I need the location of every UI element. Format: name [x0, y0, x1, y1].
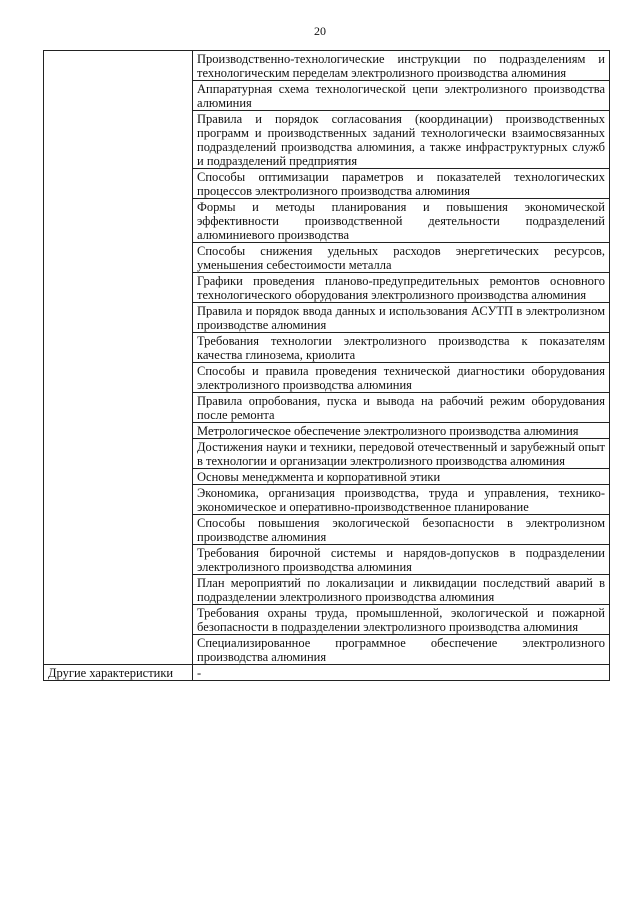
other-characteristics-label: Другие характеристики: [44, 665, 193, 681]
other-characteristics-value: -: [193, 665, 610, 681]
knowledge-item: Способы оптимизации параметров и показателей технологических процессов электролизного производства алюминия: [193, 169, 610, 199]
knowledge-item: Метрологическое обеспечение электролизного производства алюминия: [193, 423, 610, 439]
table-row: [44, 665, 610, 681]
knowledge-item: Правила и порядок ввода данных и использования АСУТП в электролизном производстве алюминия: [193, 303, 610, 333]
knowledge-item: Основы менеджмента и корпоративной этики: [193, 469, 610, 485]
knowledge-item: Экономика, организация производства, труда и управления, технико-экономическое и оперативно-производственное планирование: [193, 485, 610, 515]
knowledge-item: Правила и порядок согласования (координации) производственных программ и производственных заданий технологически взаимосвязанных подразделений производства алюминия, а также инфраструктурных служб и подразделений предприятия: [193, 111, 610, 169]
category-cell: [44, 51, 193, 665]
knowledge-item: Формы и методы планирования и повышения экономической эффективности производственной деятельности подразделений алюминиевого производства: [193, 199, 610, 243]
knowledge-item: Способы и правила проведения технической диагностики оборудования электролизного производства алюминия: [193, 363, 610, 393]
knowledge-item: Производственно-технологические инструкции по подразделениям и технологическим переделам электролизного производства алюминия: [193, 51, 610, 81]
knowledge-item: Достижения науки и техники, передовой отечественный и зарубежный опыт в технологии и организации электролизного производства алюминия: [193, 439, 610, 469]
knowledge-item: План мероприятий по локализации и ликвидации последствий аварий в подразделении электролизного производства алюминия: [193, 575, 610, 605]
knowledge-item: Требования технологии электролизного производства к показателям качества глинозема, криолита: [193, 333, 610, 363]
knowledge-table: [43, 50, 610, 681]
table-row: [44, 51, 610, 81]
knowledge-item: Способы повышения экологической безопасности в электролизном производстве алюминия: [193, 515, 610, 545]
knowledge-item: Графики проведения планово-предупредительных ремонтов основного технологического оборудования электролизного производства алюминия: [193, 273, 610, 303]
knowledge-item: Аппаратурная схема технологической цепи электролизного производства алюминия: [193, 81, 610, 111]
page-number: 20: [314, 24, 326, 38]
knowledge-item: Способы снижения удельных расходов энергетических ресурсов, уменьшения себестоимости металла: [193, 243, 610, 273]
knowledge-item: Правила опробования, пуска и вывода на рабочий режим оборудования после ремонта: [193, 393, 610, 423]
knowledge-item: Специализированное программное обеспечение электролизного производства алюминия: [193, 635, 610, 665]
knowledge-item: Требования охраны труда, промышленной, экологической и пожарной безопасности в подразделении электролизного производства алюминия: [193, 605, 610, 635]
knowledge-item: Требования бирочной системы и нарядов-допусков в подразделении электролизного производства алюминия: [193, 545, 610, 575]
